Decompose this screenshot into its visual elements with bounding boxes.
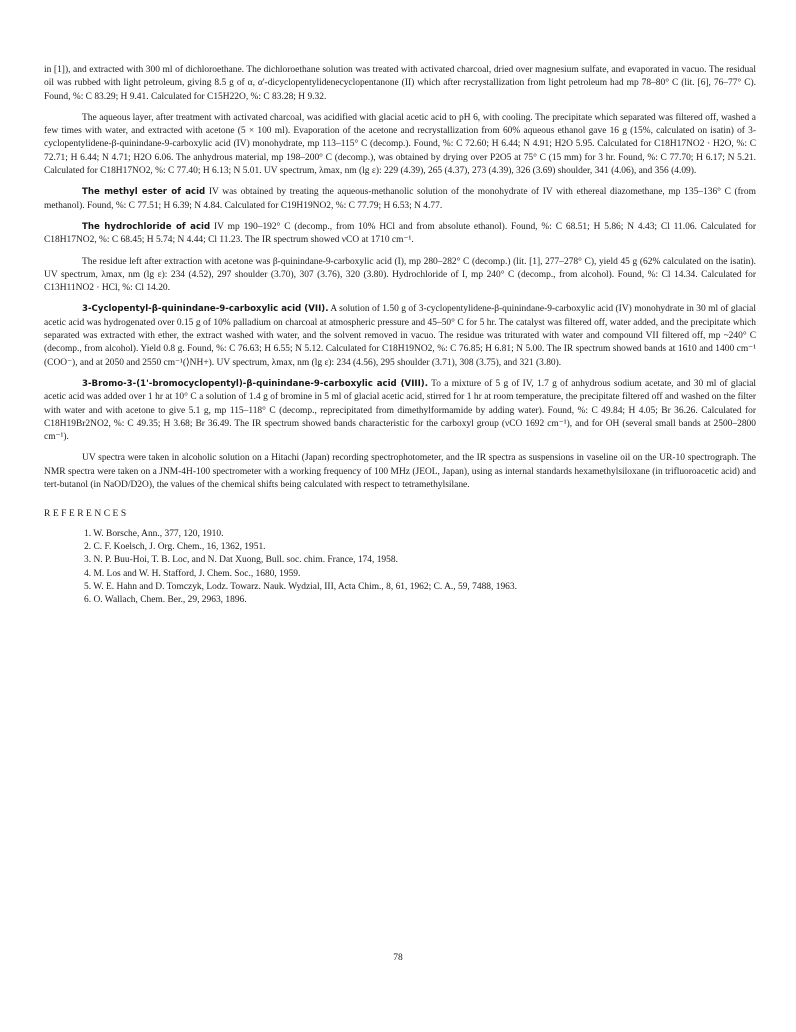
- paragraph-compound-vii: [44, 303, 756, 369]
- paragraph-spectra-methods: UV spectra were taken in alcoholic solution on a Hitachi (Japan) recording spectrophotometer, and the IR spectra as suspensions in vaseline oil on the UR-10 spectrograph. The NMR spectra were taken on a JNM-4H-100 spectrometer with a working frequency of 100 MHz (JEOL, Japan), using as internal standards hexamethylsiloxane (in trifluoroacetic acid) and tert-butanol (in NaOD/D2O), the values of the chemical shifts being calculated with respect to tetramethylsilane.: [44, 453, 756, 491]
- methyl-ester-text: IV was obtained by treating the aqueous-methanolic solution of the monohydrate of IV with ethereal diazomethane, mp 135–136° C (from methanol). Found, %: C 77.51; H 6.39; N 4.84. Calculated for C19H19NO2, %: C 77.79; H 6.53; N 4.77.: [44, 187, 756, 211]
- compound-vii-text: A solution of 1.50 g of 3-cyclopentylidene-β-quinindane-9-carboxylic acid (IV) monohydrate in 30 ml of glacial acetic acid was hydrogenated over 0.15 g of 10% palladium on charcoal at atmospheric pressure and 45–50° C for 5 hr. The catalyst was filtered off, water added, and the precipitate which separated was extracted with ether, the extract washed with water, and the solvent removed in vacuo. The residue was triturated with water and compound VII filtered off, mp ~240° C (decomp., from alcohol). Yield 0.8 g. Found, %: C 76.63; H 6.55; N 5.12. Calculated for C18H19NO2, %: C 76.85; H 6.81; N 5.00. The IR spectrum showed bands at 1610 and 1400 cm⁻¹ (COO⁻), and at 2050 and 2550 cm⁻¹(⟩NH+). UV spectrum, λmax, nm (lg ε): 234 (4.56), 295 shoulder (3.71), 308 (3.75), and 321 (3.80).: [44, 304, 756, 368]
- paragraph-hydrochloride: [44, 221, 756, 248]
- heading-hydrochloride: The hydrochloride of acid: [82, 221, 211, 232]
- reference-item: 1. W. Borsche, Ann., 377, 120, 1910.: [84, 528, 224, 539]
- page-number: 78: [393, 953, 403, 963]
- compound-viii-text: To a mixture of 5 g of IV, 1.7 g of anhydrous sodium acetate, and 30 ml of glacial acetic acid was added over 1 hr at 10° C a solution of 1.4 g of bromine in 5 ml of glacial acetic acid, stirred for 1 hr at room temperature, the precipitate filtered off and washed on the filter with water and with acetone to give 5.1 g, mp 115–118° C (decomp., reprecipitated from dimethylformamide by adding water). Found, %: C 49.84; H 4.05; Br 36.26. Calculated for C18H19Br2NO2, %: C 49.35; H 3.68; Br 36.49. The IR spectrum showed bands characteristic for the carboxyl group (νCO 1692 cm⁻¹), and for OH (several small bands at 2500–2800 cm⁻¹).: [44, 378, 756, 443]
- page-body: [44, 64, 756, 607]
- heading-compound-viii: 3-Bromo-3-(1'-bromocyclopentyl)-β-quinindane-9-carboxylic acid (VIII).: [82, 378, 428, 389]
- paragraph-methyl-ester: [44, 186, 756, 213]
- heading-methyl-ester: The methyl ester of acid: [82, 187, 206, 198]
- reference-item: 5. W. E. Hahn and D. Tomczyk, Lodz. Towarz. Nauk. Wydzial, III, Acta Chim., 8, 61, 1962; C. A., 59, 7488, 1963.: [84, 581, 517, 592]
- paragraph-compound-viii: [44, 378, 756, 444]
- hydrochloride-text: IV mp 190–192° C (decomp., from 10% HCl and from absolute ethanol). Found, %: C 68.51; H 5.86; N 4.43; Cl 11.06. Calculated for C18H17NO2, %: C 68.45; H 5.74; N 4.44; Cl 11.23. The IR spectrum showed νCO at 1710 cm⁻¹.: [44, 221, 756, 246]
- paragraph-aqueous-layer: The aqueous layer, after treatment with activated charcoal, was acidified with glacial acetic acid to pH 6, with cooling. The precipitate which separated was filtered off, washed a few times with water, and extracted with acetone (5 × 100 ml). Evaporation of the acetone and recrystallization from 60% aqueous ethanol gave 16 g (15%, calculated on isatin) of 3-cyclopentylidene-β-quinindane-9-carboxylic acid (IV) monohydrate, mp 113–115° C (decomp.). Found, %: C 72.60; H 6.44; N 4.91; H2O 5.95. Calculated for C18H17NO2 · H2O, %: C 72.71; H 6.44; N 4.71; H2O 6.06. The anhydrous material, mp 198–200° C (decomp.), was obtained by drying over P2O5 at 75° C (15 mm) for 3 hr. Found, %: C 77.70; H 6.17; N 5.21. Calculated for C18H17NO2, %: C 77.40; H 6.13; N 5.01. UV spectrum, λmax, nm (lg ε): 229 (4.39), 265 (4.37), 273 (4.39), 326 (3.69) shoulder, 341 (4.06), and 356 (4.09).: [44, 112, 756, 177]
- reference-item: 6. O. Wallach, Chem. Ber., 29, 2963, 1896.: [84, 595, 247, 606]
- reference-item: 2. C. F. Koelsch, J. Org. Chem., 16, 1362, 1951.: [84, 541, 266, 552]
- references-heading: REFERENCES: [44, 509, 129, 520]
- reference-item: 4. M. Los and W. H. Stafford, J. Chem. Soc., 1680, 1959.: [84, 568, 301, 579]
- paragraph-residue: The residue left after extraction with acetone was β-quinindane-9-carboxylic acid (I), mp 280–282° C (decomp.) (lit. [1], 277–278° C), yield 45 g (62% calculated on the isatin). UV spectrum, λmax, nm (lg ε): 234 (4.52), 297 shoulder (3.70), 307 (3.76), 320 (3.80). Hydrochloride of I, mp 240° C (decomp., from alcohol). Found, %: Cl 14.34. Calculated for C13H11NO2 · HCl, %: Cl 14.20.: [44, 256, 756, 294]
- heading-compound-vii: 3-Cyclopentyl-β-quinindane-9-carboxylic acid (VII).: [82, 304, 329, 315]
- paragraph-intro: in [1]), and extracted with 300 ml of dichloroethane. The dichloroethane solution was treated with activated charcoal, dried over magnesium sulfate, and evaporated in vacuo. The residual oil was rubbed with light petroleum, giving 8.5 g of α, α'-dicyclopentylidenecyclopentanone (II) which after recrystallization from light petroleum had mp 78–80° C (lit. [6], 76–77° C). Found, %: C 83.29; H 9.41. Calculated for C15H22O, %: C 83.28; H 9.32.: [44, 65, 756, 102]
- reference-item: 3. N. P. Buu-Hoi, T. B. Loc, and N. Dat Xuong, Bull. soc. chim. France, 174, 1958.: [84, 555, 398, 566]
- references-list: [44, 528, 756, 608]
